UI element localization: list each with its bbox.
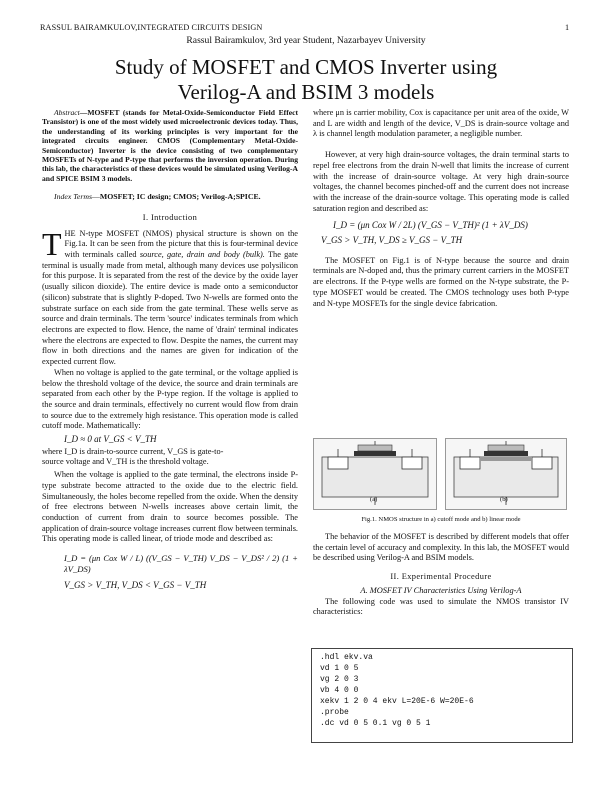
intro-paragraph-2: When no voltage is applied to the gate terminal, or the voltage applied is below the threshold voltage of the device, the source and drain terminals are separated from each other by the P-type region. If the voltage is applied to the source and drain terminals, effectively no current would flow from drain to source due to the extremely high resistance. This operation mode is called cutoff mode. Mathematically:	[42, 367, 298, 431]
terminal-names: source, gate, drain and body (bulk).	[139, 250, 265, 260]
spice-code-listing	[311, 648, 573, 743]
where-paragraph-2: where μn is carrier mobility, Cox is capacitance per unit area of the oxide, W and L are width and length of the device, V_DS is drain-source voltage and λ is channel length modulation parameter, a negligible number.	[313, 108, 569, 139]
code-line: .probe	[320, 708, 349, 717]
figure-label-a: (a)	[370, 496, 378, 503]
intro-p1-rest: The gate terminal is usually made from metal, although many devices use polysilicon for this purpose. It is separated from the rest of the device by the oxide layer (usually silicon dioxide). The entire device is made onto a semiconductor (silicon) substrate that is slightly P-doped. Two N-wells are formed onto the substrate surface on each side from the gate terminal. These wells serve as source and drain terminals. The term 'source' indicates terminals from which electrons are expected to flow. Hence, the name of 'drain' terminal indicates where the electrons are expected to flow. Despite the names, the current may flow in both directions and the names are given for indication of the expected current flow.	[42, 250, 298, 367]
abstract-text: MOSFET (stands for Metal-Oxide-Semiconductor Field Effect Transistor) is one of the most widely used microelectronic devices today. Thus, the understanding of its working principles is very important for the integrated circuits engineer. CMOS (Complementary Metal-Oxide-Semiconductor) Inverter is the device consisting of two complementary MOSFETs of N-type and P-type that performs the inversion operation. During this lab, the characteristics of these devices would be simulated using Verilog-A and SPICE BSIM 3 models.	[42, 108, 298, 183]
drop-cap: T	[42, 225, 62, 262]
intro-paragraph-1	[42, 225, 298, 368]
equation-cutoff: I_D ≈ 0 at V_GS < V_TH	[64, 434, 157, 445]
paper-title-line2: Verilog-A and BSIM 3 models	[177, 80, 435, 104]
index-terms: Index Terms—MOSFET; IC design; CMOS; Verilog-A;SPICE.	[54, 192, 261, 202]
figure-label-b: (b)	[500, 496, 508, 503]
saturation-paragraph: However, at very high drain-source voltages, the drain terminal starts to repel free electrons from the drain N-well that limits the increase of current with the increase of drain-source voltage. At very high drain-source voltages, the channel becomes pinched-off and the current does not increase with the increase of the drain-source voltage. This operating mode is called saturation region and described as:	[313, 150, 569, 213]
equation-saturation: I_D = (μn Cox W / 2L) (V_GS − V_TH)² (1 + λV_DS)	[333, 220, 528, 231]
section-heading-experimental: II. Experimental Procedure	[390, 572, 492, 582]
abstract-label: Abstract	[54, 108, 80, 117]
code-line: .dc vd 0 5 0.1 vg 0 5 1	[320, 719, 431, 728]
equation-linear-condition: V_GS > V_TH, V_DS < V_GS − V_TH	[64, 580, 207, 591]
right-column	[313, 108, 569, 309]
equation-linear: I_D = (μn Cox W / L) ((V_GS − V_TH) V_DS − V_DS² / 2) (1 + λV_DS)	[64, 553, 298, 574]
paper-title-line1: Study of MOSFET and CMOS Inverter using	[114, 55, 498, 79]
intro-paragraph-3: When the voltage is applied to the gate terminal, the electrons inside P-type substrate become attracted to the oxide due to the electric field. Simultaneously, the holes become repelled from the oxide. When the density of free electrons between N-wells increases above certain limit, the conduction of current from drain to source becomes possible. The application of drain-source voltage increases current flow between terminals. This operating mode is called linear, of triode mode and described as:	[42, 470, 298, 544]
code-line: xekv 1 2 0 4 ekv L=20E-6 W=20E-6	[320, 697, 474, 706]
author-line: Rassul Bairamkulov, 3rd year Student, Nazarbayev University	[186, 35, 426, 46]
code-line: vd 1 0 5	[320, 664, 359, 673]
mosfet-type-paragraph: The MOSFET on Fig.1 is of N-type because the source and drain terminals are N-doped and, thus the primary current carriers in the MOSFET are electrons. If the P-type wells are formed on the N-type substrate, the P-type MOSFET would be created. The CMOS technology uses both P-type and N-type MOSFETs for the single device fabrication.	[313, 255, 569, 308]
page-number: 1	[565, 23, 570, 32]
figure-caption: Fig.1. NMOS structure in a) cutoff mode and b) linear mode	[361, 516, 521, 523]
equation-saturation-condition: V_GS > V_TH, V_DS ≥ V_GS − V_TH	[321, 235, 463, 246]
running-header: RASSUL BAIRAMKULOV,INTEGRATED CIRCUITS DESIGN	[40, 23, 263, 32]
index-terms-label: Index Terms	[54, 192, 93, 202]
code-intro: The following code was used to simulate the NMOS transistor IV characteristics:	[313, 596, 569, 617]
index-terms-text: MOSFET; IC design; CMOS; Verilog-A;SPICE.	[99, 192, 261, 202]
code-line: .hdl ekv.va	[320, 653, 373, 662]
intro-p1-start: HE N-type MOSFET (NMOS) physical structure is shown on the Fig.1a. It can be seen from the picture that this is four-terminal device with terminals called	[64, 228, 298, 260]
where-line-1: where I_D is drain-to-source current, V_GS is gate-to-	[42, 446, 224, 456]
code-line: vb 4 0 0	[320, 686, 359, 695]
behavior-paragraph: The behavior of the MOSFET is described by different models that offer the certain level of accuracy and complexity. In this lab, the MOSFET would be described using Verilog-A and BSIM models.	[313, 532, 569, 563]
right-column-lower	[313, 532, 569, 618]
code-line: vg 2 0 3	[320, 675, 359, 684]
section-heading-introduction: I. Introduction	[142, 212, 198, 222]
subsection-heading-a: A. MOSFET IV Characteristics Using Verilog-A	[360, 585, 522, 595]
where-line-2: source voltage and V_TH is the threshold voltage.	[42, 457, 209, 467]
left-column	[42, 108, 298, 591]
abstract: Abstract—MOSFET (stands for Metal-Oxide-Semiconductor Field Effect Transistor) is one of the most widely used microelectronic devices today. Thus, the understanding of its working principles is very important for the integrated circuits engineer. CMOS (Complementary Metal-Oxide-Semiconductor) Inverter is the device consisting of two complementary MOSFETs of N-type and P-type that performs the inversion operation. During this lab, the characteristics of these devices would be simulated using Verilog-A and SPICE BSIM 3 models.	[42, 108, 298, 183]
